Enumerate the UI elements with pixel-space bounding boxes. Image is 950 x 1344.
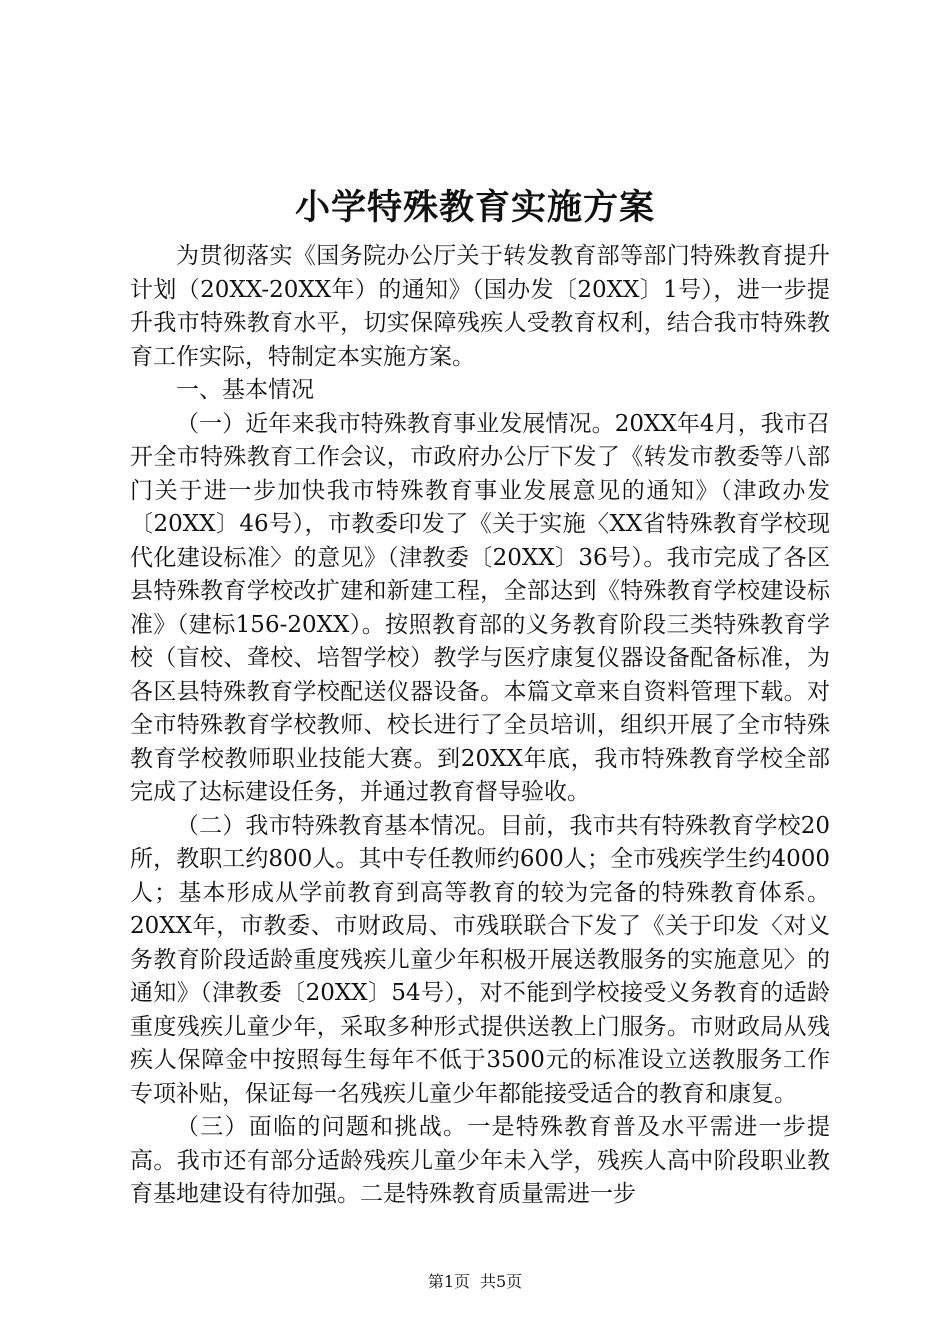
page-total: 共5页 [480,1272,523,1291]
paragraph-basic-situation: （二）我市特殊教育基本情况。目前，我市共有特殊教育学校20所，教职工约800人。其中专任教师约600人；全市残疾学生约4000人；基本形成从学前教育到高等教育的较为完备的特殊教育体系。20XX年，市教委、市财政局、市残联联合下发了《关于印发〈对义务教育阶段适龄重度残疾儿童少年积极开展送教服务的实施意见〉的通知》（津教委〔20XX〕54号），对不能到学校接受义务教育的适龄重度残疾儿童少年，采取多种形式提供送教上门服务。市财政局从残疾人保障金中按照每生每年不低于3500元的标准设立送教服务工作专项补贴，保证每一名残疾儿童少年都能接受适合的教育和康复。 [130,812,830,1107]
paragraph-development: （一）近年来我市特殊教育事业发展情况。20XX年4月，我市召开全市特殊教育工作会议，市政府办公厅下发了《转发市教委等八部门关于进一步加快我市特殊教育事业发展意见的通知》（津政办发〔20XX〕46号），市教委印发了《关于实施〈XX省特殊教育学校现代化建设标准〉的意见》（津教委〔20XX〕36号）。我市完成了各区县特殊教育学校改扩建和新建工程，全部达到《特殊教育学校建设标准》（建标156-20XX）。按照教育部的义务教育阶段三类特殊教育学校（盲校、聋校、培智学校）教学与医疗康复仪器设备配备标准，为各区县特殊教育学校配送仪器设备。本篇文章来自资料管理下载。对全市特殊教育学校教师、校长进行了全员培训，组织开展了全市特殊教育学校教师职业技能大赛。到20XX年底，我市特殊教育学校全部完成了达标建设任务，并通过教育督导验收。 [130,410,830,805]
document-body [130,240,830,1212]
paragraph-problems: （三）面临的问题和挑战。一是特殊教育普及水平需进一步提高。我市还有部分适龄残疾儿童少年未入学，残疾人高中阶段职业教育基地建设有待加强。二是特殊教育质量需进一步 [130,1114,830,1207]
paragraph-intro: 为贯彻落实《国务院办公厅关于转发教育部等部门特殊教育提升计划（20XX-20XX年）的通知》（国办发〔20XX〕1号），进一步提升我市特殊教育水平，切实保障残疾人受教育权利，结合我市特殊教育工作实际，特制定本实施方案。 [130,243,830,370]
page-footer [0,1272,950,1292]
document-title: 小学特殊教育实施方案 [294,187,655,228]
page-number: 第1页 [427,1272,470,1291]
section-heading-basic-situation: 一、基本情况 [176,377,314,403]
